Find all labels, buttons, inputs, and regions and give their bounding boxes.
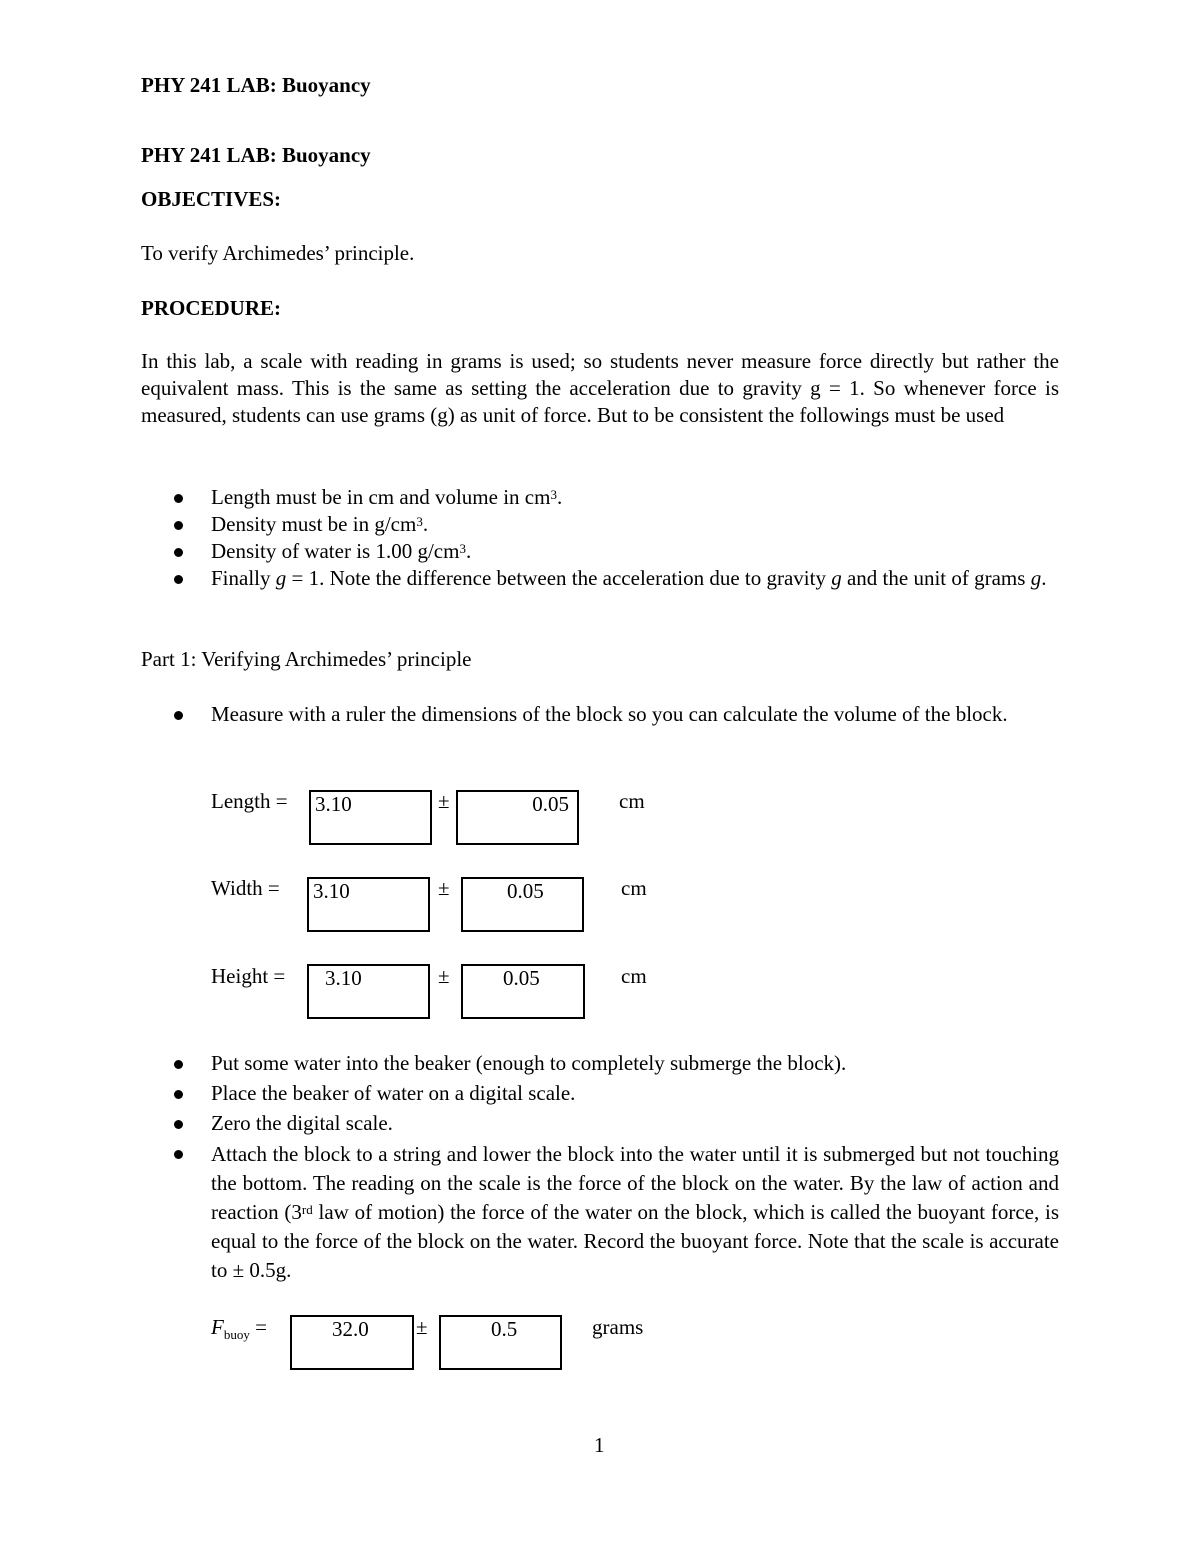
list-item: Attach the block to a string and lower the block into the water until it is submerged but not touching the bottom. The reading on the scale is the force of the block on the water. By the law of action and reaction (3rd law of motion) the force of the water on the block, which is called the buoyant force, is equal to the force of the block on the water. Record the buoyant force. Note that the scale is accurate to ± 0.5g. [141, 1140, 1059, 1285]
list-item: Zero the digital scale. [141, 1110, 1059, 1137]
objectives-heading: OBJECTIVES: [141, 187, 282, 211]
plus-minus: ± [438, 964, 450, 988]
fbuoy-uncertainty-field[interactable]: 0.5 [439, 1315, 562, 1370]
height-unit: cm [621, 964, 647, 988]
list-item: Finally g = 1. Note the difference between the acceleration due to gravity g and the unit of grams g. [141, 565, 1059, 592]
length-unit: cm [619, 789, 645, 813]
list-item: Density of water is 1.00 $g/cm^3$. [141, 538, 1059, 565]
procedure-heading: PROCEDURE: [141, 296, 281, 320]
page-number: 1 [594, 1433, 605, 1457]
fbuoy-label: $F_{buoy}$ = [211, 1315, 267, 1343]
list-item: Place the beaker of water on a digital scale. [141, 1080, 1059, 1107]
plus-minus: ± [438, 789, 450, 813]
fbuoy-value-field[interactable]: 32.0 [290, 1315, 414, 1370]
list-item: Measure with a ruler the dimensions of the block so you can calculate the volume of the block. [141, 701, 1059, 728]
objectives-text: To verify Archimedes’ principle. [141, 241, 415, 265]
plus-minus: ± [438, 876, 450, 900]
length-value-field[interactable]: 3.10 [309, 790, 432, 845]
height-label: Height = [211, 964, 286, 988]
measure-step-list [141, 701, 1059, 728]
height-uncertainty-field[interactable]: 0.05 [461, 964, 585, 1019]
procedure-intro: In this lab, a scale with reading in grams is used; so students never measure force directly but rather the equivalent mass. This is the same as setting the acceleration due to gravity g = 1. So whenever force is measured, students can use grams (g) as unit of force. But to be consistent the followings must be used [141, 349, 1059, 427]
list-item: Length must be in cm and volume in $cm^3$. [141, 484, 1059, 511]
list-item: Density must be in $g/cm^3$. [141, 511, 1059, 538]
part1-heading: Part 1: Verifying Archimedes’ principle [141, 647, 472, 671]
length-uncertainty-field[interactable]: 0.05 [456, 790, 579, 845]
width-label: Width = [211, 876, 280, 900]
width-value-field[interactable]: 3.10 [307, 877, 430, 932]
fbuoy-unit: grams [592, 1315, 644, 1339]
height-value-field[interactable]: 3.10 [307, 964, 430, 1019]
length-label: Length = [211, 789, 288, 813]
procedure-steps-list [141, 1050, 1059, 1285]
list-item: Put some water into the beaker (enough to completely submerge the block). [141, 1050, 1059, 1077]
page-title: PHY 241 LAB: Buoyancy [141, 143, 371, 167]
width-uncertainty-field[interactable]: 0.05 [461, 877, 584, 932]
running-header: PHY 241 LAB: Buoyancy [141, 73, 371, 97]
width-unit: cm [621, 876, 647, 900]
unit-rules-list [141, 484, 1059, 592]
plus-minus: ± [416, 1315, 428, 1339]
